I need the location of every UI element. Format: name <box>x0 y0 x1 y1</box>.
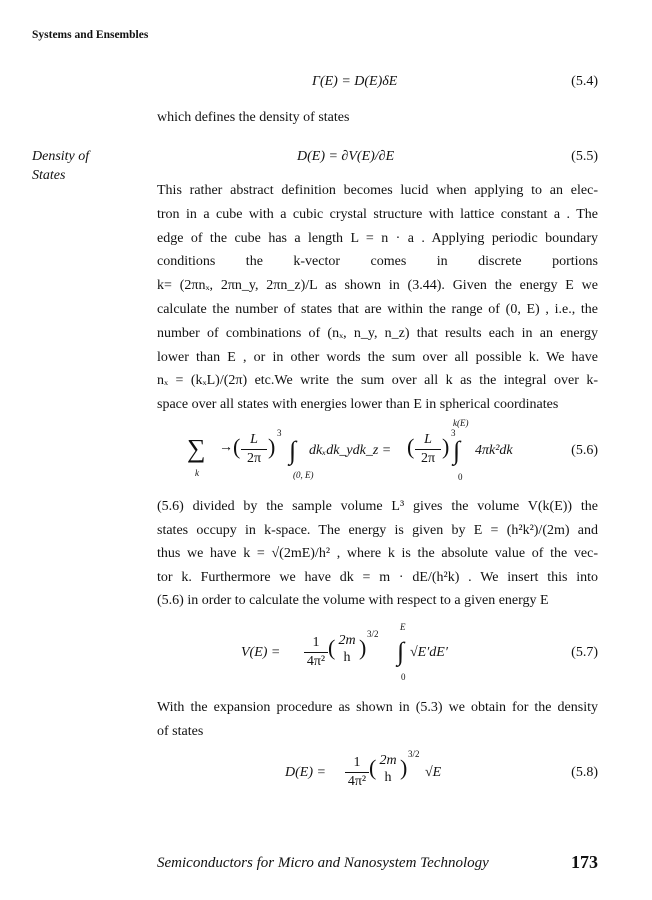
text-line: This rather abstract definition becomes lucid when applying to an elec- <box>157 183 598 198</box>
text-line: conditions the k-vector comes in discrete portions <box>157 254 598 270</box>
text-line: states occupy in k-space. The energy is given by E = (h²k²)/(2m) and <box>157 522 598 538</box>
text-line: which defines the density of states <box>157 110 350 125</box>
equation-number: (5.7) <box>571 645 598 660</box>
equation-5-7: V(E) = 1 4π² ( 2m h ) 3/2 E ∫ 0 √E′dE′ (5.7) <box>241 622 598 682</box>
text-line: tron in a cube with a cubic crystal structure with lattice constant a . The <box>157 206 598 222</box>
text-line: k= (2πnₓ, 2πn_y, 2πn_z)/L as shown in (3.44). Given the energy E we <box>157 278 598 294</box>
integral-symbol: ∫ <box>397 637 405 666</box>
running-header: Systems and Ensembles <box>32 29 149 41</box>
equation-text: D(E) = ∂V(E)/∂E <box>297 149 395 164</box>
fraction: L 2π <box>415 432 441 467</box>
equation-number: (5.4) <box>571 74 598 89</box>
sum-symbol: ∑ <box>187 434 206 463</box>
equation-5-4 <box>157 74 598 114</box>
equation-5-8: D(E) = 1 4π² ( 2m h ) 3/2 √E (5.8) <box>285 749 598 789</box>
sum-subscript: k <box>195 468 199 478</box>
text-line: thus we have k = √(2mE)/h² , where k is the absolute value of the vec- <box>157 546 598 561</box>
text-line: lower than E , or in other words the sum over all possible k. We have <box>157 349 598 365</box>
equation-number: (5.5) <box>571 149 598 164</box>
text-line: number of combinations of (nₓ, n_y, n_z) that results each in an energy <box>157 325 598 341</box>
text-line: of states <box>157 723 204 739</box>
fraction: L 2π <box>241 432 267 467</box>
equation-text: Γ(E) = D(E)δE <box>312 74 398 89</box>
text-line: space over all states with energies lower than E in spherical coordinates <box>157 397 559 413</box>
text-line: calculate the number of states that are within the range of (0, E) , i.e., the <box>157 302 598 317</box>
text-line: (5.6) in order to calculate the volume with respect to a given energy E <box>157 593 549 608</box>
integral-symbol: ∫ <box>453 436 461 465</box>
page-number: 173 <box>571 852 598 872</box>
equation-number: (5.6) <box>571 443 598 458</box>
equation-5-6: ∑ k → ( L 2π ) 3 ∫ (0, E) dkₓdk_ydk_z = ( L 2π ) 3 k(E) ∫ 0 4πk²dk (5.6) <box>187 418 598 482</box>
text-line: With the expansion procedure as shown in (5.3) we obtain for the density <box>157 700 598 715</box>
margin-note-line: States <box>32 168 66 183</box>
arrow: → <box>219 440 233 455</box>
text-line: nₓ = (kₓL)/(2π) etc.We write the sum over all k as the integral over k- <box>157 373 598 389</box>
text-line: (5.6) divided by the sample volume L³ gives the volume V(k(E)) the <box>157 499 598 514</box>
footer-book-title: Semiconductors for Micro and Nanosystem Technology <box>157 855 489 871</box>
text-line: edge of the cube has a length L = n · a . Applying periodic boundary <box>157 230 598 246</box>
integral-symbol: ∫ <box>289 436 297 465</box>
equation-number: (5.8) <box>571 765 598 780</box>
margin-note-line: Density of <box>32 149 90 164</box>
text-line: tor k. Furthermore we have dk = m · dE/(h²k) . We insert this into <box>157 569 598 585</box>
